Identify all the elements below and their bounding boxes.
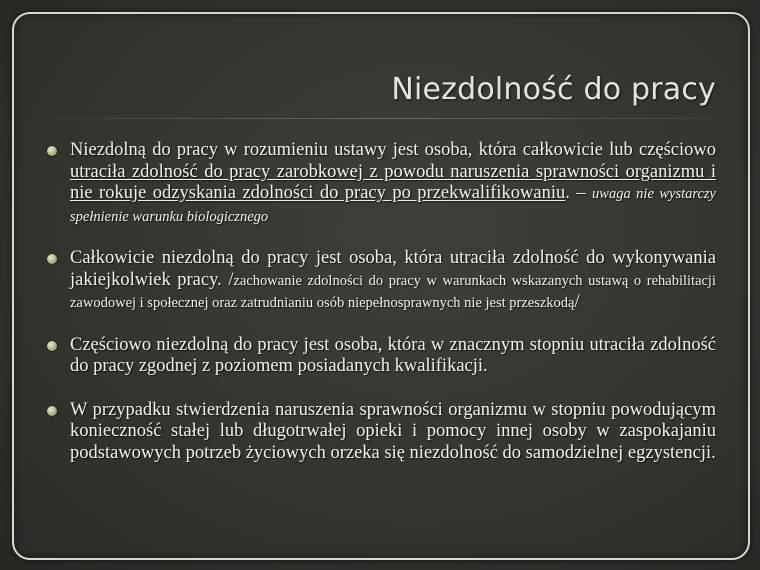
bullet-list [46, 140, 716, 484]
partial-incapacity-text: Częściowo niezdolną do pracy jest osoba, która w znacznym stopniu utraciła zdolność do pracy zgodnej z poziomem posiadanych kwalifikacji. [70, 334, 716, 376]
definition-note: uwaga nie wystarczy spełnienie warunku biologicznego [70, 186, 716, 225]
list-item-independent-living [46, 400, 716, 465]
definition-text: Niezdolną do pracy w rozumieniu ustawy jest osoba, która całkowicie lub częściowo [70, 140, 716, 160]
independent-living-text: W przypadku stwierdzenia naruszenia sprawności organizmu w stopniu powodującym konieczność stałej lub długotrwałej opieki i pomocy innej osoby w zaspokajaniu podstawowych potrzeb życiowych orzeka się niezdolność do samodzielnej egzystencji. [70, 399, 716, 463]
total-incapacity-text: Całkowicie niezdolną do pracy jest osoba, która utraciła zdolność do wykonywania jakiejkolwiek pracy. / [70, 248, 716, 290]
list-item-total-incapacity [46, 248, 716, 315]
title-divider [52, 118, 716, 119]
bullet-dot-icon [47, 406, 57, 416]
definition-text-end: . – [565, 183, 593, 203]
definition-underlined-text: utraciła zdolność do pracy zarobkowej z powodu naruszenia sprawności organizmu i nie rokuje odzyskania zdolności do pracy po przekwalifikowaniu [70, 161, 716, 203]
total-incapacity-note: zachowanie zdolności do pracy w warunkach wskazanych ustawą o rehabilitacji zawodowej i społecznej oraz zatrudnianiu osób niepełnosprawnych nie jest przeszkodą [70, 272, 716, 311]
bullet-dot-icon [47, 146, 57, 156]
list-item-partial-incapacity [46, 335, 716, 378]
total-incapacity-end: / [574, 292, 580, 312]
bullet-dot-icon [47, 254, 57, 264]
slide-title: Niezdolność do pracy [391, 72, 716, 107]
list-item-definition [46, 140, 716, 228]
bullet-dot-icon [47, 341, 57, 351]
